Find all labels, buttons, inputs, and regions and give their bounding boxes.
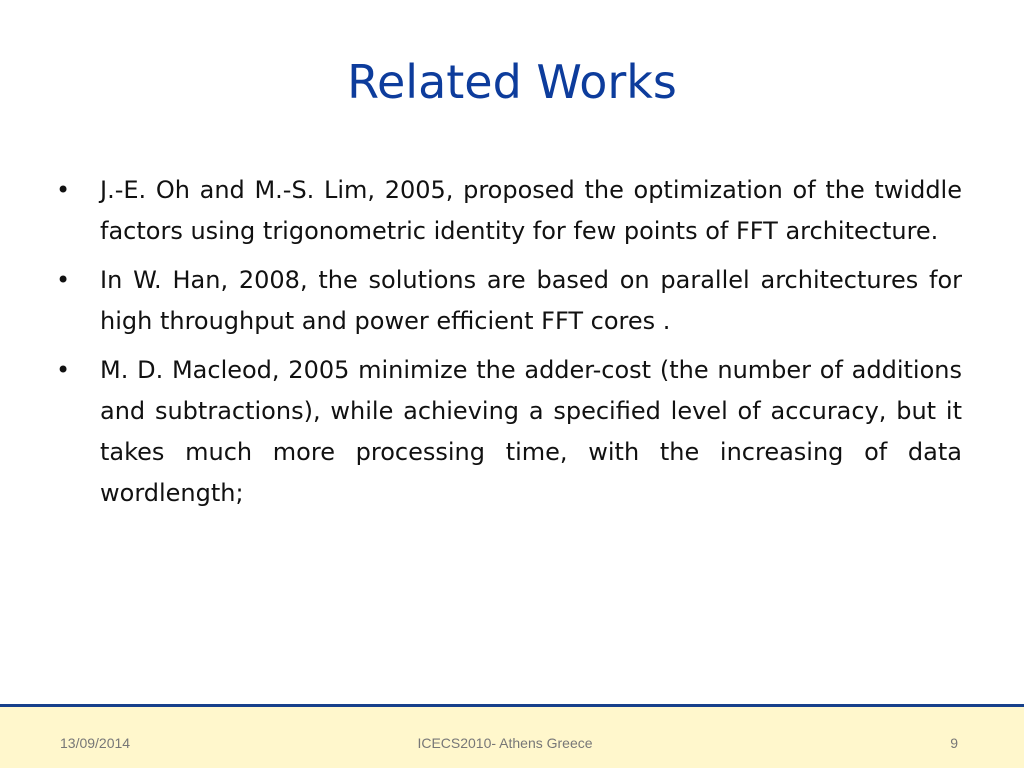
bullet-item-3	[56, 350, 962, 514]
footer-bar	[0, 704, 1024, 768]
footer-conference: ICECS2010- Athens Greece	[417, 735, 593, 751]
slide-title: Related Works	[347, 55, 677, 109]
bullet-list	[56, 170, 962, 522]
bullet-text: J.-E. Oh and M.-S. Lim, 2005, proposed the optimization of the twiddle factors using trigonometric identity for few points of FFT architecture.	[100, 176, 962, 245]
bullet-text: In W. Han, 2008, the solutions are based on parallel architectures for high throughput and power efficient FFT cores .	[100, 266, 962, 335]
bullet-item-2	[56, 260, 962, 342]
bullet-dot-icon: •	[56, 176, 71, 204]
footer-date: 13/09/2014	[60, 735, 131, 751]
bullet-dot-icon: •	[56, 356, 71, 384]
footer-page-number: 9	[950, 735, 958, 751]
bullet-dot-icon: •	[56, 266, 71, 294]
bullet-text: M. D. Macleod, 2005 minimize the adder-cost (the number of additions and subtractions), while achieving a specified level of accuracy, but it takes much more processing time, with the increasing of data wordlength;	[100, 356, 962, 507]
bullet-item-1	[56, 170, 962, 252]
